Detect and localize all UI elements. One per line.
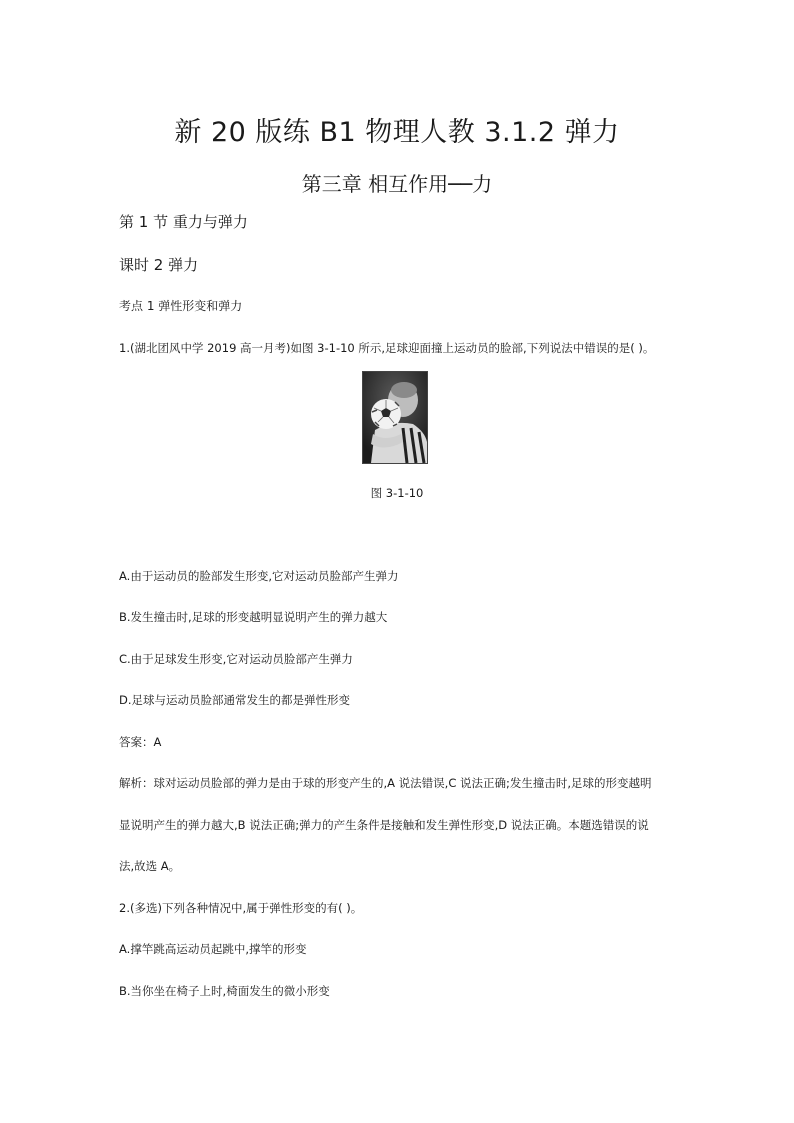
question-1-option-a: A.由于运动员的脸部发生形变,它对运动员脸部产生弹力 — [119, 569, 399, 583]
question-1-option-d: D.足球与运动员脸部通常发生的都是弹性形变 — [119, 693, 351, 707]
question-2-option-b: B.当你坐在椅子上时,椅面发生的微小形变 — [119, 984, 330, 998]
question-2-stem: 2.(多选)下列各种情况中,属于弹性形变的有( )。 — [119, 901, 363, 915]
question-1-analysis-line-1: 解析：球对运动员脸部的弹力是由于球的形变产生的,A 说法错误,C 说法正确;发生撞击时,足球的形变越明 — [119, 776, 652, 790]
lesson-heading: 课时 2 弹力 — [119, 256, 199, 274]
chapter-heading: 第三章 相互作用──力 — [301, 172, 493, 196]
question-1-option-b: B.发生撞击时,足球的形变越明显说明产生的弹力越大 — [119, 610, 388, 624]
question-1-analysis-line-2: 显说明产生的弹力越大,B 说法正确;弹力的产生条件是接触和发生弹性形变,D 说法正确。本题选错误的说 — [119, 818, 649, 832]
figure-soccer-ball-face-photo — [362, 371, 428, 464]
section-heading: 第 1 节 重力与弹力 — [119, 213, 248, 231]
figure-caption: 图 3-1-10 — [370, 486, 424, 500]
question-1-stem: 1.(湖北团风中学 2019 高一月考)如图 3-1-10 所示,足球迎面撞上运动员的脸部,下列说法中错误的是( )。 — [119, 341, 655, 355]
topic-heading: 考点 1 弹性形变和弹力 — [119, 299, 243, 313]
question-1-answer: 答案：A — [119, 735, 162, 749]
document-title: 新 20 版练 B1 物理人教 3.1.2 弹力 — [174, 117, 620, 148]
question-1-option-c: C.由于足球发生形变,它对运动员脸部产生弹力 — [119, 652, 353, 666]
question-2-option-a: A.撑竿跳高运动员起跳中,撑竿的形变 — [119, 942, 307, 956]
question-1-analysis-line-3: 法,故选 A。 — [119, 859, 181, 873]
